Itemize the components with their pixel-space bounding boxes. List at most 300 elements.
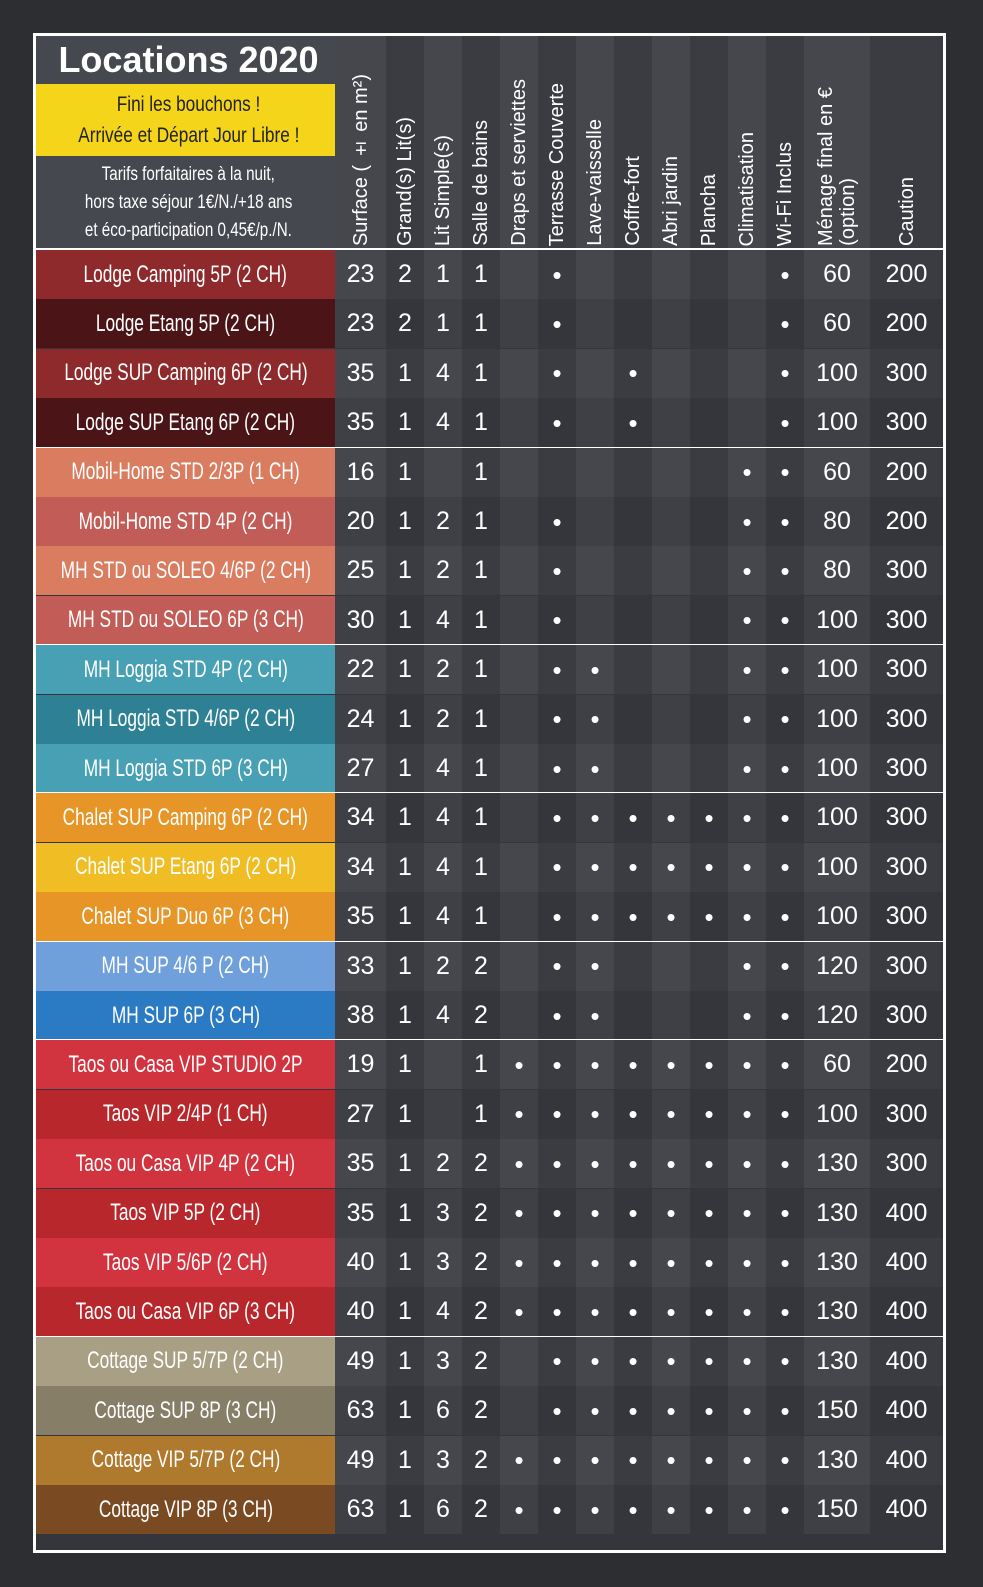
included-dot: • bbox=[780, 1198, 790, 1229]
table-cell bbox=[462, 250, 500, 299]
accommodation-name: Mobil-Home STD 2/3P (1 CH) bbox=[71, 458, 300, 486]
cell-value: 4 bbox=[436, 852, 450, 881]
accommodation-name: Mobil-Home STD 4P (2 CH) bbox=[78, 507, 293, 535]
table-cell bbox=[500, 398, 538, 447]
cell-value: 120 bbox=[816, 951, 858, 980]
pricing-table bbox=[33, 33, 946, 1553]
cell-value: 1 bbox=[398, 1248, 412, 1276]
pricing-note bbox=[36, 156, 341, 250]
table-cell bbox=[728, 349, 766, 398]
included-dot: • bbox=[628, 901, 638, 932]
cell-value: 1 bbox=[474, 803, 488, 832]
included-dot: • bbox=[666, 1494, 676, 1525]
table-cell bbox=[500, 1040, 538, 1089]
table-cell bbox=[424, 1238, 462, 1287]
table-cell bbox=[728, 695, 766, 744]
table-cell bbox=[386, 349, 424, 398]
table-cell bbox=[576, 1238, 614, 1287]
table-cell bbox=[614, 1090, 652, 1139]
table-cell bbox=[462, 448, 500, 497]
included-dot: • bbox=[704, 1395, 714, 1426]
table-cell bbox=[690, 843, 728, 892]
accommodation-name-cell bbox=[36, 1337, 335, 1386]
accommodation-name: Cottage VIP 5/7P (2 CH) bbox=[91, 1446, 280, 1474]
table-cell bbox=[690, 1189, 728, 1238]
table-cell bbox=[538, 793, 576, 842]
cell-value: 4 bbox=[436, 902, 450, 931]
column-header-label: Terrasse Couverte bbox=[546, 82, 568, 246]
cell-value: 1 bbox=[398, 1001, 412, 1029]
included-dot: • bbox=[704, 1445, 714, 1476]
cell-value: 400 bbox=[885, 1495, 928, 1523]
cell-value: 2 bbox=[398, 260, 412, 288]
table-cell bbox=[386, 398, 424, 447]
included-dot: • bbox=[780, 654, 790, 685]
table-cell bbox=[538, 1386, 576, 1435]
table-cell bbox=[424, 299, 462, 348]
column-header-label: Lave-vaisselle bbox=[584, 119, 606, 246]
table-cell bbox=[870, 299, 943, 348]
included-dot: • bbox=[514, 1445, 524, 1476]
table-row bbox=[36, 1337, 943, 1386]
accommodation-name-cell bbox=[36, 1238, 335, 1287]
table-cell bbox=[614, 1287, 652, 1336]
accommodation-name: MH STD ou SOLEO 6P (3 CH) bbox=[67, 606, 304, 634]
cell-value: 2 bbox=[474, 1198, 488, 1227]
cell-value: 1 bbox=[474, 1099, 488, 1128]
table-cell bbox=[576, 250, 614, 299]
table-cell bbox=[462, 1090, 500, 1139]
table-cell bbox=[538, 1287, 576, 1336]
included-dot: • bbox=[742, 704, 752, 735]
cell-value: 200 bbox=[885, 309, 928, 338]
cell-value: 1 bbox=[398, 358, 412, 387]
table-cell bbox=[576, 1436, 614, 1485]
accommodation-name: MH Loggia STD 4/6P (2 CH) bbox=[76, 705, 295, 733]
cell-value: 1 bbox=[398, 556, 412, 585]
table-cell bbox=[500, 645, 538, 694]
table-cell bbox=[335, 546, 386, 595]
column-header-label: Abri jardin bbox=[660, 155, 682, 246]
page-title: Locations 2020 bbox=[58, 39, 319, 80]
table-row bbox=[36, 1485, 943, 1534]
cell-value: 2 bbox=[398, 309, 412, 338]
accommodation-name-cell bbox=[36, 1287, 335, 1336]
table-row bbox=[36, 349, 943, 398]
table-cell bbox=[538, 991, 576, 1040]
cell-value: 60 bbox=[823, 457, 851, 486]
table-cell bbox=[386, 1139, 424, 1188]
table-cell bbox=[690, 299, 728, 348]
table-cell bbox=[424, 892, 462, 941]
cell-value: 1 bbox=[474, 902, 488, 931]
cell-value: 22 bbox=[346, 655, 375, 684]
table-row bbox=[36, 596, 943, 645]
column-header-label: Grand(s) Lit(s) bbox=[394, 117, 416, 246]
cell-value: 2 bbox=[474, 1396, 488, 1425]
table-row bbox=[36, 1436, 943, 1485]
table-cell bbox=[690, 1386, 728, 1435]
table-cell bbox=[728, 1189, 766, 1238]
included-dot: • bbox=[704, 1494, 714, 1525]
table-cell bbox=[335, 942, 386, 991]
table-cell bbox=[614, 1485, 652, 1534]
table-cell bbox=[652, 991, 690, 1040]
table-header-panel bbox=[36, 36, 341, 250]
table-cell bbox=[652, 1485, 690, 1534]
table-cell bbox=[386, 250, 424, 299]
table-cell bbox=[424, 349, 462, 398]
cell-value: 2 bbox=[436, 655, 450, 684]
table-cell bbox=[766, 645, 804, 694]
table-cell bbox=[335, 793, 386, 842]
table-cell bbox=[766, 299, 804, 348]
included-dot: • bbox=[590, 753, 600, 784]
table-cell bbox=[576, 299, 614, 348]
included-dot: • bbox=[742, 1445, 752, 1476]
included-dot: • bbox=[666, 901, 676, 932]
table-cell bbox=[424, 793, 462, 842]
table-cell bbox=[462, 299, 500, 348]
table-cell bbox=[614, 942, 652, 991]
cell-value: 4 bbox=[436, 605, 450, 634]
included-dot: • bbox=[780, 1395, 790, 1426]
accommodation-name: Lodge Etang 5P (2 CH) bbox=[95, 309, 276, 337]
included-dot: • bbox=[704, 1099, 714, 1130]
table-cell bbox=[335, 843, 386, 892]
cell-value: 100 bbox=[816, 803, 858, 832]
included-dot: • bbox=[552, 555, 562, 586]
included-dot: • bbox=[742, 852, 752, 883]
accommodation-name-cell bbox=[36, 1386, 335, 1435]
included-dot: • bbox=[780, 457, 790, 488]
table-cell bbox=[424, 546, 462, 595]
table-cell bbox=[386, 1040, 424, 1089]
table-cell bbox=[690, 793, 728, 842]
table-cell bbox=[728, 448, 766, 497]
accommodation-name: Lodge SUP Etang 6P (2 CH) bbox=[75, 408, 296, 436]
table-cell bbox=[804, 942, 870, 991]
table-cell bbox=[500, 596, 538, 645]
included-dot: • bbox=[780, 1000, 790, 1031]
table-cell bbox=[652, 1090, 690, 1139]
table-cell bbox=[728, 793, 766, 842]
table-cell bbox=[766, 349, 804, 398]
accommodation-name: Taos VIP 5P (2 CH) bbox=[110, 1199, 261, 1227]
included-dot: • bbox=[780, 308, 790, 339]
table-cell bbox=[766, 398, 804, 447]
table-cell bbox=[804, 793, 870, 842]
cell-value: 1 bbox=[474, 309, 488, 338]
included-dot: • bbox=[742, 605, 752, 636]
table-cell bbox=[335, 1189, 386, 1238]
table-cell bbox=[386, 1337, 424, 1386]
table-cell bbox=[576, 1287, 614, 1336]
accommodation-name: MH SUP 6P (3 CH) bbox=[111, 1001, 260, 1029]
table-cell bbox=[614, 448, 652, 497]
included-dot: • bbox=[780, 1445, 790, 1476]
table-cell bbox=[424, 1287, 462, 1336]
table-cell bbox=[424, 991, 462, 1040]
table-cell bbox=[766, 250, 804, 299]
table-cell bbox=[728, 1287, 766, 1336]
table-cell bbox=[386, 892, 424, 941]
table-cell bbox=[652, 1386, 690, 1435]
table-cell bbox=[614, 299, 652, 348]
accommodation-name-cell bbox=[36, 1139, 335, 1188]
table-cell bbox=[690, 892, 728, 941]
table-row bbox=[36, 942, 943, 991]
table-cell bbox=[424, 744, 462, 793]
table-cell bbox=[538, 1139, 576, 1188]
table-cell bbox=[804, 744, 870, 793]
included-dot: • bbox=[552, 901, 562, 932]
table-cell bbox=[500, 843, 538, 892]
cell-value: 30 bbox=[346, 605, 375, 634]
column-header bbox=[804, 36, 870, 250]
table-cell bbox=[500, 546, 538, 595]
column-header bbox=[386, 36, 424, 250]
table-cell bbox=[804, 299, 870, 348]
cell-value: 2 bbox=[436, 704, 450, 733]
included-dot: • bbox=[628, 1346, 638, 1377]
accommodation-name-cell bbox=[36, 398, 335, 447]
table-cell bbox=[870, 1386, 943, 1435]
table-cell bbox=[500, 1485, 538, 1534]
accommodation-name: Cottage VIP 8P (3 CH) bbox=[98, 1495, 273, 1523]
cell-value: 1 bbox=[398, 1099, 412, 1128]
table-cell bbox=[386, 546, 424, 595]
table-row bbox=[36, 744, 943, 793]
table-cell bbox=[870, 596, 943, 645]
included-dot: • bbox=[628, 407, 638, 438]
included-dot: • bbox=[628, 1494, 638, 1525]
cell-value: 1 bbox=[398, 408, 412, 437]
table-cell bbox=[690, 1287, 728, 1336]
included-dot: • bbox=[666, 802, 676, 833]
cell-value: 200 bbox=[885, 260, 928, 288]
table-cell bbox=[766, 695, 804, 744]
table-cell bbox=[576, 645, 614, 694]
table-cell bbox=[462, 1287, 500, 1336]
included-dot: • bbox=[590, 901, 600, 932]
table-cell bbox=[386, 942, 424, 991]
table-cell bbox=[652, 250, 690, 299]
table-cell bbox=[462, 546, 500, 595]
included-dot: • bbox=[780, 605, 790, 636]
cell-value: 2 bbox=[474, 1001, 488, 1029]
table-cell bbox=[576, 744, 614, 793]
accommodation-name: Cottage SUP 5/7P (2 CH) bbox=[87, 1347, 284, 1375]
table-cell bbox=[576, 942, 614, 991]
cell-value: 300 bbox=[885, 1099, 928, 1128]
table-cell bbox=[690, 546, 728, 595]
table-cell bbox=[424, 1485, 462, 1534]
accommodation-name: MH Loggia STD 6P (3 CH) bbox=[83, 754, 288, 782]
cell-value: 100 bbox=[816, 704, 858, 733]
table-cell bbox=[500, 1090, 538, 1139]
cell-value: 130 bbox=[816, 1149, 858, 1178]
table-cell bbox=[652, 793, 690, 842]
cell-value: 1 bbox=[474, 507, 488, 535]
table-cell bbox=[690, 695, 728, 744]
included-dot: • bbox=[780, 1148, 790, 1179]
table-cell bbox=[652, 843, 690, 892]
table-cell bbox=[538, 645, 576, 694]
table-cell bbox=[766, 497, 804, 546]
table-cell bbox=[424, 398, 462, 447]
accommodation-name-cell bbox=[36, 793, 335, 842]
table-cell bbox=[690, 1139, 728, 1188]
table-cell bbox=[766, 1485, 804, 1534]
included-dot: • bbox=[590, 654, 600, 685]
table-row bbox=[36, 1287, 943, 1336]
table-cell bbox=[766, 1386, 804, 1435]
cell-value: 40 bbox=[346, 1297, 375, 1326]
column-header bbox=[728, 36, 766, 250]
included-dot: • bbox=[552, 1296, 562, 1327]
table-cell bbox=[614, 1189, 652, 1238]
table-cell bbox=[804, 596, 870, 645]
table-cell bbox=[690, 497, 728, 546]
cell-value: 25 bbox=[346, 556, 375, 585]
table-cell bbox=[870, 991, 943, 1040]
cell-value: 400 bbox=[885, 1248, 928, 1276]
table-cell bbox=[728, 1090, 766, 1139]
table-cell bbox=[500, 1436, 538, 1485]
table-cell bbox=[804, 1386, 870, 1435]
table-cell bbox=[614, 1238, 652, 1287]
column-header bbox=[538, 36, 576, 250]
table-cell bbox=[766, 1287, 804, 1336]
column-header bbox=[576, 36, 614, 250]
table-cell bbox=[538, 1189, 576, 1238]
table-cell bbox=[386, 1485, 424, 1534]
column-header-label: Climatisation bbox=[736, 131, 758, 246]
cell-value: 1 bbox=[398, 704, 412, 733]
included-dot: • bbox=[552, 605, 562, 636]
pricing-note-line-3: et éco-participation 0,45€/p./N. bbox=[84, 220, 292, 241]
table-cell bbox=[576, 1139, 614, 1188]
table-cell bbox=[766, 942, 804, 991]
table-row bbox=[36, 398, 943, 447]
accommodation-name-cell bbox=[36, 645, 335, 694]
table-cell bbox=[870, 695, 943, 744]
table-cell bbox=[462, 942, 500, 991]
table-cell bbox=[424, 1139, 462, 1188]
cell-value: 4 bbox=[436, 803, 450, 832]
column-header-label: Caution bbox=[895, 177, 918, 246]
included-dot: • bbox=[742, 1395, 752, 1426]
cell-value: 100 bbox=[816, 1099, 858, 1128]
table-cell bbox=[335, 398, 386, 447]
included-dot: • bbox=[704, 1049, 714, 1080]
included-dot: • bbox=[780, 802, 790, 833]
table-cell bbox=[576, 1337, 614, 1386]
cell-value: 300 bbox=[885, 605, 928, 634]
included-dot: • bbox=[780, 506, 790, 537]
table-cell bbox=[690, 398, 728, 447]
accommodation-name-cell bbox=[36, 1090, 335, 1139]
table-cell bbox=[870, 1337, 943, 1386]
column-header bbox=[424, 36, 462, 250]
table-cell bbox=[424, 1436, 462, 1485]
column-header-label: Surface ( ± en m²) bbox=[349, 73, 372, 246]
table-cell bbox=[614, 695, 652, 744]
included-dot: • bbox=[590, 951, 600, 982]
cell-value: 2 bbox=[436, 556, 450, 585]
cell-value: 2 bbox=[474, 1297, 488, 1326]
table-cell bbox=[386, 497, 424, 546]
cell-value: 1 bbox=[398, 1495, 412, 1523]
table-cell bbox=[804, 843, 870, 892]
cell-value: 16 bbox=[346, 457, 375, 486]
table-cell bbox=[424, 1189, 462, 1238]
cell-value: 35 bbox=[346, 408, 375, 437]
table-cell bbox=[424, 497, 462, 546]
table-cell bbox=[766, 1040, 804, 1089]
included-dot: • bbox=[552, 259, 562, 290]
cell-value: 1 bbox=[474, 605, 488, 634]
cell-value: 23 bbox=[346, 309, 375, 338]
cell-value: 1 bbox=[398, 1297, 412, 1326]
table-cell bbox=[538, 1238, 576, 1287]
cell-value: 60 bbox=[823, 309, 851, 338]
table-cell bbox=[538, 250, 576, 299]
cell-value: 1 bbox=[474, 1050, 488, 1079]
included-dot: • bbox=[742, 1000, 752, 1031]
table-cell bbox=[538, 349, 576, 398]
table-cell bbox=[500, 695, 538, 744]
table-cell bbox=[766, 1436, 804, 1485]
included-dot: • bbox=[590, 704, 600, 735]
included-dot: • bbox=[628, 1099, 638, 1130]
table-cell bbox=[728, 1337, 766, 1386]
included-dot: • bbox=[552, 1198, 562, 1229]
table-cell bbox=[576, 991, 614, 1040]
table-cell bbox=[386, 1189, 424, 1238]
table-cell bbox=[576, 596, 614, 645]
table-cell bbox=[728, 497, 766, 546]
included-dot: • bbox=[590, 1494, 600, 1525]
column-header-label: Ménage final en € bbox=[815, 86, 837, 246]
cell-value: 35 bbox=[346, 358, 375, 387]
cell-value: 6 bbox=[436, 1495, 450, 1523]
table-cell bbox=[424, 695, 462, 744]
table-cell bbox=[462, 843, 500, 892]
included-dot: • bbox=[666, 852, 676, 883]
table-cell bbox=[728, 645, 766, 694]
accommodation-name-cell bbox=[36, 991, 335, 1040]
table-cell bbox=[870, 250, 943, 299]
included-dot: • bbox=[552, 753, 562, 784]
table-cell bbox=[804, 546, 870, 595]
table-cell bbox=[386, 991, 424, 1040]
included-dot: • bbox=[780, 358, 790, 389]
table-row bbox=[36, 1238, 943, 1287]
table-cell bbox=[690, 1436, 728, 1485]
cell-value: 1 bbox=[398, 507, 412, 535]
table-cell bbox=[804, 1287, 870, 1336]
table-cell bbox=[690, 1238, 728, 1287]
cell-value: 1 bbox=[436, 260, 450, 288]
table-cell bbox=[804, 497, 870, 546]
cell-value: 100 bbox=[816, 902, 858, 931]
table-cell bbox=[652, 645, 690, 694]
accommodation-name-cell bbox=[36, 1189, 335, 1238]
included-dot: • bbox=[628, 1296, 638, 1327]
table-cell bbox=[870, 1287, 943, 1336]
